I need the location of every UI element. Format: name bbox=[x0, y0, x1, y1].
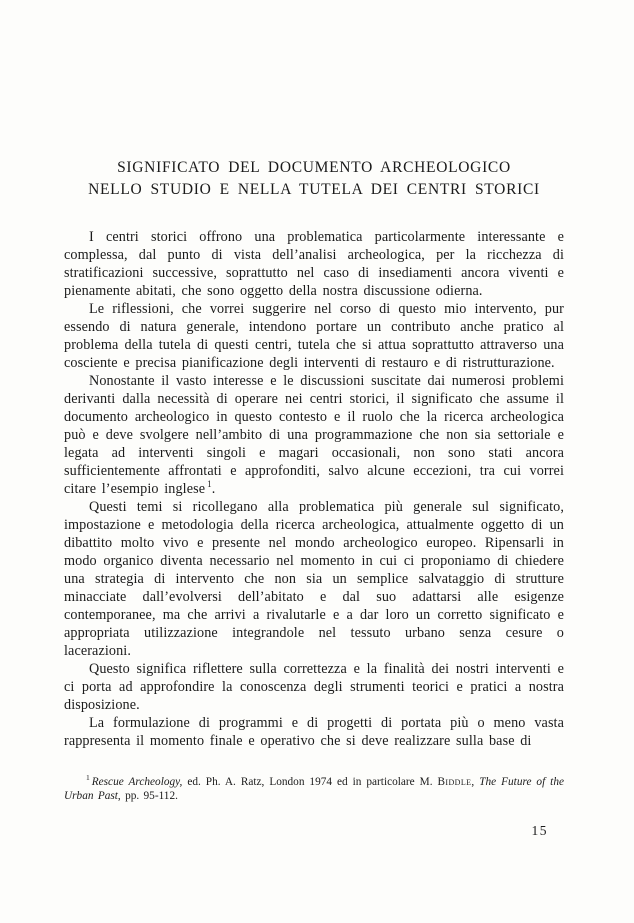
footnote-text-2: , bbox=[471, 776, 480, 788]
paragraph-5: Questo significa riflettere sulla correttezza e la finalità dei nostri interventi e ci porta ad approfondire la conoscenza degli strumenti teorici e pratici a nostra disposizione. bbox=[64, 661, 564, 713]
footnote-text-1: ed. Ph. A. Ratz, London 1974 ed in particolare M. bbox=[182, 776, 438, 788]
footnote-marker: 1 bbox=[86, 773, 90, 783]
body-text bbox=[64, 228, 564, 750]
paragraph-6: La formulazione di programmi e di progetti di portata più o meno vasta rappresenta il momento finale e operativo che si deve realizzare sulla base di bbox=[64, 715, 564, 749]
page-title bbox=[64, 157, 564, 201]
paragraph-2: Le riflessioni, che vorrei suggerire nel corso di questo mio intervento, pur essendo di natura generale, intendono portare un contributo anche pratico al problema della tutela di questi centri, tutela che si attua soprattutto attraverso una cosciente e precisa pianificazione degli interventi di restauro e di ristrutturazione. bbox=[64, 301, 564, 371]
footnote-text-3: , pp. 95-112. bbox=[117, 789, 178, 802]
paragraph-1: I centri storici offrono una problematica particolarmente interessante e complessa, dal punto di vista dell’analisi archeologica, per la ricchezza di stratificazioni successive, soprattutto nel caso di insediamenti ancora viventi e pienamente abitati, che sono oggetto della nostra discussione odierna. bbox=[64, 229, 564, 299]
page-title-line2: NELLO STUDIO E NELLA TUTELA DEI CENTRI STORICI bbox=[88, 181, 540, 198]
footnote-reference: 1 bbox=[207, 479, 212, 490]
paragraph-3-tail: . bbox=[211, 481, 216, 497]
footnote bbox=[64, 773, 564, 803]
page-title-line1: SIGNIFICATO DEL DOCUMENTO ARCHEOLOGICO bbox=[117, 159, 511, 176]
paragraph-4: Questi temi si ricollegano alla problematica più generale sul significato, impostazione e metodologia della ricerca archeologica, attualmente oggetto di un dibattito molto vivo e presente nel mondo archeologico europeo. Ripensarli in modo organico diventa necessario nel momento in cui ci proponiamo di chiedere una strategia di intervento che non sia un semplice salvataggio di strutture minacciate dall’evolversi dell’abitato e dal suo adattarsi alle esigenze contemporanee, ma che arrivi a rivalutarle e a dar loro un corretto significato e appropriata utilizzazione integrandole nel tessuto urbano senza cesure o lacerazioni. bbox=[64, 499, 564, 659]
paragraph-3 bbox=[64, 372, 564, 498]
page-number: 15 bbox=[531, 823, 548, 838]
paragraph-3-text: Nonostante il vasto interesse e le discussioni suscitate dai numerosi problemi derivanti dalla necessità di operare nei centri storici, il significato che assume il documento archeologico in questo contesto e il ruolo che la ricerca archeologica può e deve svolgere nell’ambito di una programmazione che non sia settoriale e legata ad interventi singoli e magari occasionali, non sono stati ancora sufficientemente affrontati e approfonditi, salvo alcune eccezioni, tra cui vorrei citare l’esempio inglese bbox=[64, 373, 564, 497]
text-block bbox=[64, 157, 564, 750]
footnote-author: Biddle bbox=[437, 776, 472, 788]
footnote-work-title-2: The Future of the Urban Past bbox=[64, 776, 564, 802]
footnote-work-title: Rescue Archeology, bbox=[91, 776, 183, 788]
